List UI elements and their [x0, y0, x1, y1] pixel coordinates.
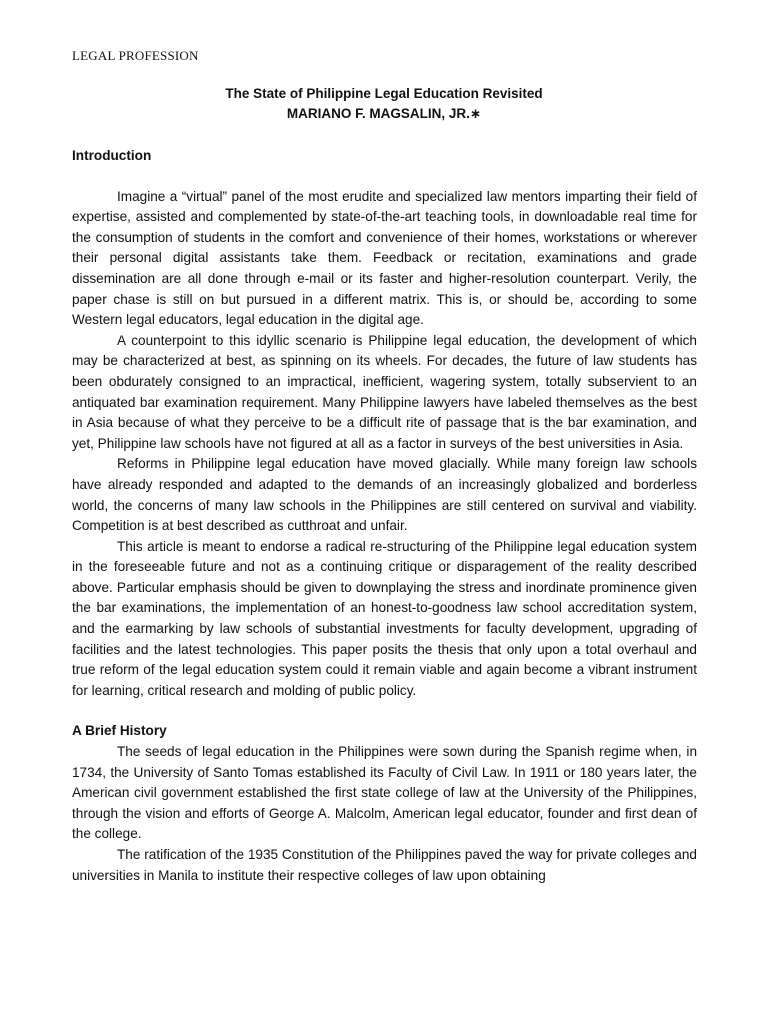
paragraph: Reforms in Philippine legal education have moved glacially. While many foreign law schools have already responded and adapted to the demands of an increasingly globalized and borderless world, the concerns of many law schools in the Philippines are still centered on survival and viability. Competition is at best described as cutthroat and unfair. [72, 456, 697, 534]
article-title: The State of Philippine Legal Education Revisited [225, 86, 543, 101]
section-heading-introduction: Introduction [72, 148, 152, 163]
title-block [72, 84, 696, 124]
paragraph: A counterpoint to this idyllic scenario is Philippine legal education, the development of which may be characterized at best, as spinning on its wheels. For decades, the future of law students has been obdurately consigned to an impractical, inefficient, wagering system, totally subservient to an antiquated bar examination requirement. Many Philippine lawyers have labeled themselves as the best in Asia because of what they perceive to be a difficult rite of passage that is the bar examination, and yet, Philippine law schools have not figured at all as a factor in surveys of the best universities in Asia. [72, 332, 697, 451]
section-heading-history: A Brief History [72, 723, 167, 739]
article-body [72, 146, 697, 886]
paragraph: Imagine a “virtual” panel of the most erudite and specialized law mentors imparting their field of expertise, assisted and complemented by state-of-the-art teaching tools, in downloadable real time for the consumption of students in the comfort and convenience of their homes, workstations or wherever their personal digital assistants take them. Feedback or recitation, examinations and grade dissemination are all done through e-mail or its faster and higher-resolution counterpart. Verily, the paper chase is still on but pursued in a different matrix. This is, or should be, according to some Western legal educators, legal education in the digital age. [72, 188, 697, 328]
running-header: LEGAL PROFESSION [72, 48, 199, 63]
article-author: MARIANO F. MAGSALIN, JR.∗ [286, 106, 482, 121]
paragraph: This article is meant to endorse a radical re-structuring of the Philippine legal education system in the foreseeable future and not as a continuing critique or disparagement of the reality described above. Particular emphasis should be given to downplaying the stress and inordinate prominence given the bar examinations, the implementation of an honest-to-goodness law school accreditation system, and the earmarking by law schools of substantial investments for faculty development, upgrading of facilities and the latest technologies. This paper posits the thesis that only upon a total overhaul and true reform of the legal education system could it remain viable and again become a vibrant instrument for learning, critical research and molding of public policy. [72, 538, 697, 698]
paragraph: The ratification of the 1935 Constitution of the Philippines paved the way for private colleges and universities in Manila to institute their respective colleges of law upon obtaining [72, 847, 697, 883]
paragraph: The seeds of legal education in the Philippines were sown during the Spanish regime when, in 1734, the University of Santo Tomas established its Faculty of Civil Law. In 1911 or 180 years later, the American civil government established the first state college of law at the University of the Philippines, through the vision and efforts of George A. Malcolm, American legal educator, founder and first dean of the college. [72, 744, 697, 842]
